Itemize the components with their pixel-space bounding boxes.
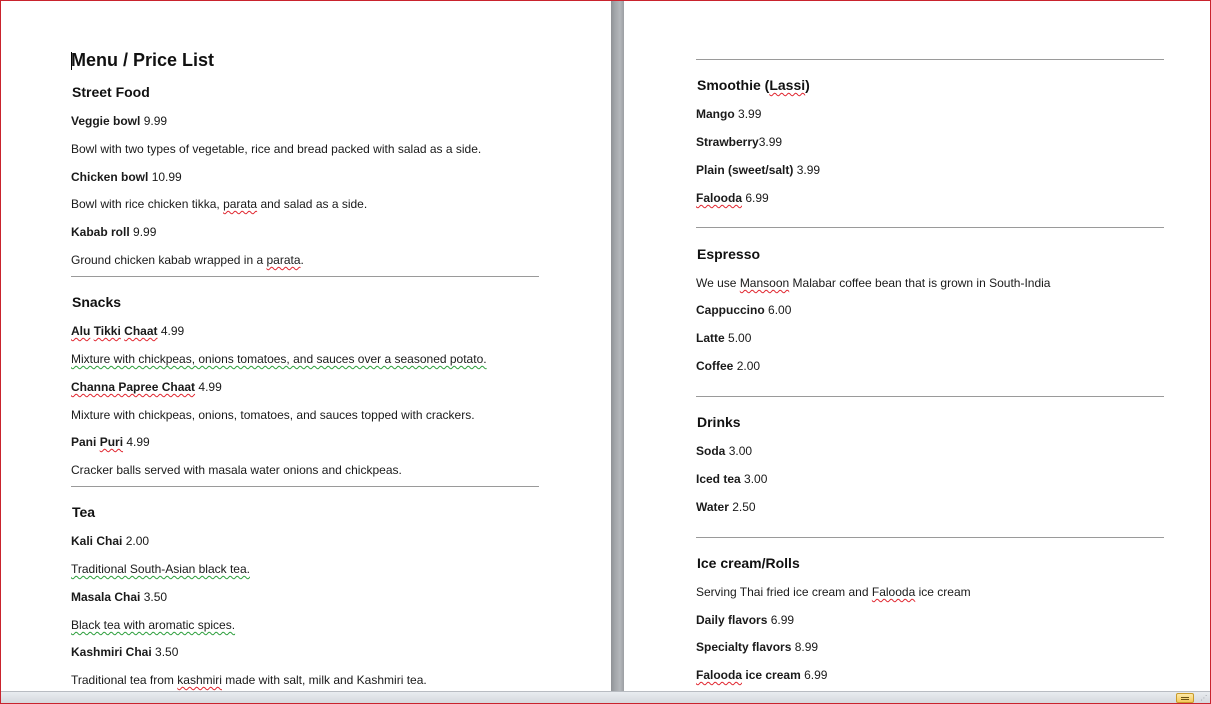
spelling-error-word[interactable]: Falooda: [871, 585, 916, 599]
status-view-icon[interactable]: [1176, 693, 1194, 703]
section-divider: [696, 227, 1164, 228]
item-price: 3.99: [758, 135, 783, 149]
menu-item-channa-papree-chaat[interactable]: [71, 380, 222, 394]
resize-grip-icon[interactable]: ⋰: [1200, 695, 1208, 702]
desc-text: Serving Thai fried ice cream and: [696, 585, 869, 599]
desc-text: Ground chicken kabab wrapped in a: [71, 253, 264, 267]
page-left[interactable]: [1, 1, 611, 691]
item-name-word: Falooda: [696, 668, 743, 682]
menu-item-chicken-bowl[interactable]: [71, 170, 182, 184]
section-divider: [696, 537, 1164, 538]
page-right[interactable]: [624, 1, 1210, 691]
section-heading-snacks[interactable]: Snacks: [72, 294, 122, 310]
section-heading-drinks[interactable]: Drinks: [697, 414, 741, 430]
desc-text: We use: [696, 276, 737, 290]
item-description[interactable]: [71, 673, 427, 687]
item-price: 9.99: [143, 114, 168, 128]
item-description[interactable]: Black tea with aromatic spices.: [71, 618, 236, 632]
section-heading-street-food[interactable]: Street Food: [72, 84, 150, 100]
item-name: Mango: [696, 107, 735, 121]
item-name-word: Alu: [71, 324, 91, 338]
item-name: Masala Chai: [71, 590, 141, 604]
document-title[interactable]: Menu / Price List: [71, 50, 215, 70]
section-heading-ice-cream[interactable]: Ice cream/Rolls: [697, 555, 800, 571]
item-price: 3.99: [796, 163, 821, 177]
item-price: 2.00: [736, 359, 761, 373]
spelling-error-word[interactable]: kashmiri: [177, 673, 222, 687]
item-price: 6.99: [770, 613, 795, 627]
item-name-word: Tikki: [93, 324, 121, 338]
spelling-error-word: Lassi: [769, 77, 806, 93]
menu-item-coffee[interactable]: [696, 359, 760, 373]
menu-item-water[interactable]: [696, 500, 756, 514]
item-description[interactable]: [71, 253, 304, 267]
menu-item-falooda[interactable]: [696, 191, 769, 205]
desc-text: Malabar coffee bean that is grown in South-India: [792, 276, 1051, 290]
section-divider: [71, 276, 539, 277]
item-name: Iced tea: [696, 472, 741, 486]
item-description[interactable]: Bowl with two types of vegetable, rice and bread packed with salad as a side.: [71, 142, 482, 156]
item-price: 8.99: [794, 640, 819, 654]
item-name-word: Puri: [99, 435, 124, 449]
item-price: 9.99: [133, 225, 157, 239]
section-divider: [696, 396, 1164, 397]
spelling-error-word[interactable]: Mansoon: [739, 276, 790, 290]
item-price: 4.99: [198, 380, 222, 394]
heading-text: ): [805, 77, 810, 93]
item-name-word: ice cream: [745, 668, 801, 682]
item-price: 4.99: [160, 324, 185, 338]
section-divider: [696, 59, 1164, 60]
heading-text: Smoothie (: [697, 77, 770, 93]
desc-text: made with salt, milk and Kashmiri tea.: [225, 673, 427, 687]
item-description[interactable]: Cracker balls served with masala water onions and chickpeas.: [71, 463, 402, 477]
section-heading-tea[interactable]: Tea: [72, 504, 96, 520]
menu-item-kali-chai[interactable]: [71, 534, 149, 548]
menu-item-masala-chai[interactable]: [71, 590, 167, 604]
item-name: Strawberry: [696, 135, 759, 149]
item-name: Kali Chai: [71, 534, 123, 548]
item-price: 3.00: [728, 444, 753, 458]
item-description[interactable]: [696, 585, 971, 599]
menu-item-plain[interactable]: [696, 163, 820, 177]
section-heading-espresso[interactable]: Espresso: [697, 246, 761, 262]
item-name: Kashmiri Chai: [71, 645, 152, 659]
menu-item-kashmiri-chai[interactable]: [71, 645, 178, 659]
item-description[interactable]: Mixture with chickpeas, onions tomatoes, and sauces over a seasoned potato.: [71, 352, 487, 366]
spelling-error-word[interactable]: parata: [223, 197, 258, 211]
item-price: 4.99: [126, 435, 150, 449]
item-price: 2.00: [125, 534, 150, 548]
item-price: 6.99: [745, 191, 769, 205]
menu-item-latte[interactable]: [696, 331, 751, 345]
item-name: Kabab roll: [71, 225, 130, 239]
menu-item-iced-tea[interactable]: [696, 472, 767, 486]
item-price: 3.99: [738, 107, 762, 121]
item-price: 6.00: [768, 303, 792, 317]
menu-item-cappuccino[interactable]: [696, 303, 791, 317]
item-name: Channa Papree Chaat: [71, 380, 196, 394]
item-description[interactable]: [71, 197, 367, 211]
item-name: Daily flavors: [696, 613, 768, 627]
item-name: Soda: [696, 444, 726, 458]
menu-item-daily-flavors[interactable]: [696, 613, 794, 627]
desc-text: ice cream: [918, 585, 971, 599]
menu-item-pani-puri[interactable]: [71, 435, 150, 449]
item-name: Latte: [696, 331, 725, 345]
item-price: 3.00: [744, 472, 768, 486]
item-name: Water: [696, 500, 729, 514]
item-price: 5.00: [728, 331, 752, 345]
item-name: Coffee: [696, 359, 734, 373]
menu-item-strawberry[interactable]: [696, 135, 782, 149]
item-price: 3.50: [143, 590, 168, 604]
section-divider: [71, 486, 539, 487]
desc-text: and salad as a side.: [260, 197, 368, 211]
menu-item-alu-tikki-chaat[interactable]: [71, 324, 184, 338]
menu-item-specialty-flavors[interactable]: [696, 640, 818, 654]
item-price: 2.50: [732, 500, 756, 514]
item-price: 3.50: [155, 645, 179, 659]
menu-item-mango[interactable]: [696, 107, 761, 121]
desc-text: .: [300, 253, 304, 267]
item-name: Plain (sweet/salt): [696, 163, 794, 177]
item-name: Falooda: [696, 191, 743, 205]
desc-text: Bowl with rice chicken tikka,: [71, 197, 220, 211]
item-description[interactable]: Mixture with chickpeas, onions, tomatoes, and sauces topped with crackers.: [71, 408, 475, 422]
item-name-word: Chaat: [124, 324, 158, 338]
item-price: 6.99: [804, 668, 828, 682]
item-description[interactable]: [696, 276, 1050, 290]
item-name-word: Pani: [71, 435, 97, 449]
menu-item-veggie-bowl[interactable]: [71, 114, 167, 128]
menu-item-kabab-roll[interactable]: [71, 225, 156, 239]
spelling-error-word[interactable]: parata: [266, 253, 301, 267]
item-name: Specialty flavors: [696, 640, 792, 654]
item-description[interactable]: Traditional South-Asian black tea.: [71, 562, 250, 576]
item-name: Veggie bowl: [71, 114, 141, 128]
item-name: Cappuccino: [696, 303, 765, 317]
item-name: Chicken bowl: [71, 170, 149, 184]
section-heading-smoothie[interactable]: [697, 77, 810, 93]
desc-text: Traditional tea from: [71, 673, 174, 687]
menu-item-soda[interactable]: [696, 444, 752, 458]
status-bar: [1, 691, 1210, 704]
page-gutter: [611, 1, 624, 691]
menu-item-falooda-ice-cream[interactable]: [696, 668, 827, 682]
item-price: 10.99: [151, 170, 182, 184]
